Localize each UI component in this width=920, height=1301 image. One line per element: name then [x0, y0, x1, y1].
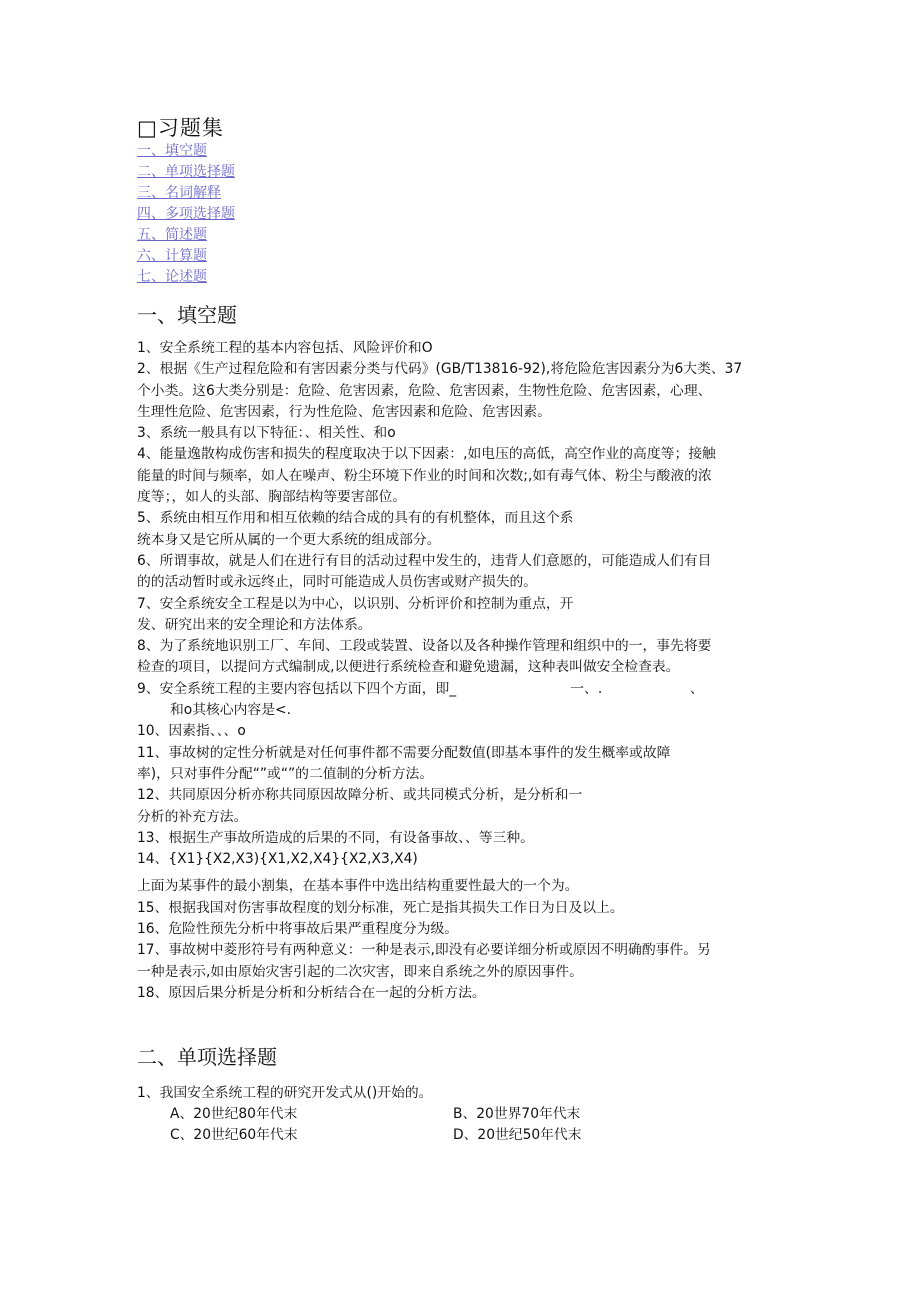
- question-line: 发、研究出来的安全理论和方法体系。: [137, 616, 372, 633]
- question-line: 分析的补充方法。: [137, 808, 248, 825]
- option-d: D、20世纪50年代末: [453, 1127, 582, 1143]
- section-heading-single-choice: 二、单项选择题: [137, 1045, 277, 1069]
- table-of-contents: [137, 142, 235, 289]
- question-line: 3、系统一般具有以下特征：、相关性、和o: [137, 425, 396, 442]
- toc-link-calculation[interactable]: 六、计算题: [137, 248, 207, 264]
- question-line: 统本身又是它所从属的一个更大系统的组成部分。: [137, 531, 441, 548]
- toc-item: [137, 226, 235, 247]
- option-b: B、20世界70年代末: [453, 1106, 581, 1122]
- question-line: 10、因素指、、、o: [137, 723, 246, 740]
- question-line: 17、事故树中菱形符号有两种意义：一种是表示,即没有必要详细分析或原因不明确酌事件。另: [137, 942, 711, 959]
- toc-item: [137, 184, 235, 205]
- section-heading-fill-blank: 一、填空题: [137, 303, 237, 327]
- question-line: 4、能量逸散构成伤害和损失的程度取决于以下因素：,如电压的高低，高空作业的高度等；接触: [137, 446, 716, 463]
- question-line: 检查的项目，以提问方式编制成,以便进行系统检查和避免遗漏，这种表叫做安全检查表。: [137, 659, 680, 676]
- question-line: 能量的时间与频率，如人在噪声、粉尘环境下作业的时间和次数;,如有毒气体、粉尘与酸液的浓: [137, 467, 712, 484]
- question-line: 16、危险性预先分析中将事故后果严重程度分为级。: [137, 921, 459, 938]
- toc-item: [137, 163, 235, 184]
- question-line: 12、共同原因分析亦称共同原因故障分析、或共同模式分析，是分析和一: [137, 787, 583, 804]
- toc-link-term-explanation[interactable]: 三、名词解释: [137, 185, 221, 201]
- question-line: [137, 700, 797, 721]
- question-line: 的的活动暂时或永远终止，同时可能造成人员伤害或财产损失的。: [137, 574, 538, 591]
- toc-link-multiple-choice[interactable]: 四、多项选择题: [137, 206, 235, 222]
- toc-item: [137, 142, 235, 163]
- question-line: 上面为某事件的最小割集，在基本事件中选出结构重要性最大的一个为。: [137, 878, 579, 895]
- question-line: 度等；，如人的头部、胸部结构等要害部位。: [137, 489, 407, 506]
- question-line: 7、安全系统安全工程是以为中心，以识别、分析评价和控制为重点，开: [137, 595, 574, 612]
- question-line: 14、{X1}{X2,X3){X1,X2,X4}{X2,X3,X4): [137, 851, 418, 868]
- option-c: C、20世纪60年代末: [170, 1127, 298, 1143]
- single-choice-question: [137, 1083, 797, 1104]
- toc-link-single-choice[interactable]: 二、单项选择题: [137, 164, 235, 180]
- question-line: 15、根据我国对伤害事故程度的划分标准，死亡是指其损失工作日为日及以上。: [137, 899, 624, 916]
- question-line: 6、所谓事故，就是人们在进行有目的活动过程中发生的，违背人们意愿的，可能造成人们有目: [137, 552, 712, 569]
- question-line: 5、系统由相互作用和相互依赖的结合成的具有的有机整体，而且这个系: [137, 510, 574, 527]
- fill-blank-questions: [137, 338, 797, 1004]
- toc-item: [137, 247, 235, 268]
- toc-item: [137, 268, 235, 289]
- question-line: 11、事故树的定性分析就是对任何事件都不需要分配数值(即基本事件的发生概率或故障: [137, 744, 671, 761]
- toc-item: [137, 205, 235, 226]
- toc-link-essay[interactable]: 七、论述题: [137, 269, 207, 285]
- question-line: 2、根据《生产过程危险和有害因素分类与代码》(GB/T13816-92),将危险危害因素分为6大类、37: [137, 361, 743, 378]
- question-line: 个小类。这6大类分别是：危险、危害因素，危险、危害因素，生物性危险、危害因素，心理、: [137, 382, 712, 399]
- document-title: □习题集: [137, 116, 224, 140]
- question-line: 1、我国安全系统工程的研究开发式从()开始的。: [137, 1085, 433, 1101]
- question-line: 9、安全系统工程的主要内容包括以下四个方面，即_ 一、. 、: [137, 680, 704, 697]
- question-line: 13、根据生产事故所造成的后果的不同，有设备事故、、等三种。: [137, 829, 534, 846]
- question-line-text: 和o其核心内容是<.: [170, 702, 291, 719]
- toc-link-fill-blank[interactable]: 一、填空题: [137, 143, 207, 159]
- toc-link-short-answer[interactable]: 五、简述题: [137, 227, 207, 243]
- question-line: 1、安全系统工程的基本内容包括、风险评价和O: [137, 340, 433, 356]
- option-a: A、20世纪80年代末: [170, 1106, 298, 1122]
- question-line: 生理性危险、危害因素，行为性危险、危害因素和危险、危害因素。: [137, 403, 551, 420]
- question-line: 8、为了系统地识别工厂、车间、工段或装置、设备以及各种操作管理和组织中的一，事先将要: [137, 638, 712, 655]
- question-line: 一种是表示,如由原始灾害引起的二次灾害，即来自系统之外的原因事件。: [137, 963, 583, 980]
- question-line: 率)，只对事件分配“”或“”的二值制的分析方法。: [137, 765, 434, 782]
- question-line: 18、原因后果分析是分析和分析结合在一起的分析方法。: [137, 984, 486, 1001]
